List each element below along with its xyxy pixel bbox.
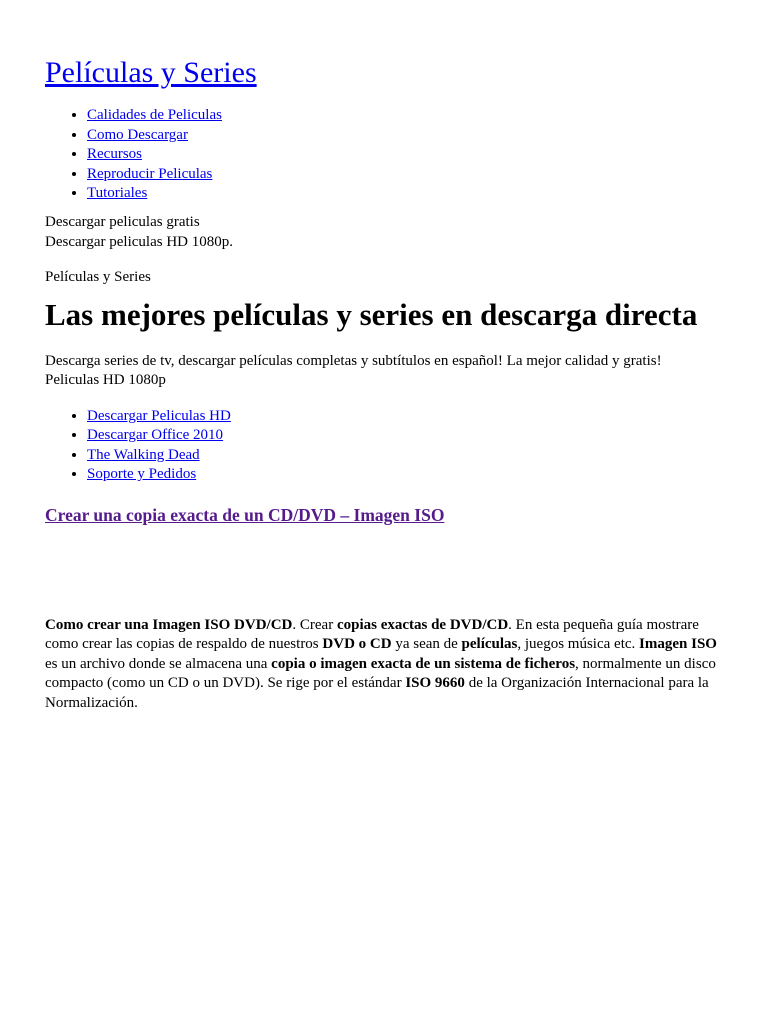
post-body-bold: películas [461, 636, 518, 652]
post-body-text: es un archivo donde se almacena una [45, 655, 272, 672]
post-body-bold: DVD o CD [322, 636, 392, 652]
nav-item-calidades [87, 106, 723, 126]
featured-links [45, 407, 723, 485]
intro-text [45, 352, 723, 390]
page-headline: Las mejores películas y series en descarga directa [45, 296, 698, 332]
description-line-2: Descargar peliculas HD 1080p. [45, 233, 233, 250]
intro-line-2: Peliculas HD 1080p [45, 371, 166, 388]
post-body [45, 616, 723, 714]
post-body-bold: Como crear una Imagen ISO DVD/CD [45, 616, 293, 633]
nav-item-como-descargar [87, 126, 723, 146]
post-title [45, 503, 723, 527]
nav-item-tutoriales [87, 184, 723, 204]
featured-link-peliculas-hd[interactable]: Descargar Peliculas HD [87, 407, 231, 424]
post-body-text: . En esta pequeña guía mostrare como crear las copias de respaldo de nuestros [45, 616, 699, 652]
post-body-text: . Crear [292, 616, 337, 633]
description-line-1: Descargar peliculas gratis [45, 213, 200, 230]
site-title-link[interactable]: Películas y Series [45, 56, 257, 89]
nav-link-recursos[interactable]: Recursos [87, 146, 142, 162]
nav-link-tutoriales[interactable]: Tutoriales [87, 185, 148, 201]
featured-link-soporte[interactable]: Soporte y Pedidos [87, 466, 197, 482]
featured-item-walking-dead [87, 446, 723, 466]
post-title-link[interactable]: Crear una copia exacta de un CD/DVD – Imagen ISO [45, 504, 445, 525]
intro-line-1: Descarga series de tv, descargar películas completas y subtítulos en español! La mejor calidad y gratis! [45, 352, 662, 369]
featured-link-office-2010[interactable]: Descargar Office 2010 [87, 427, 224, 443]
featured-item-office-2010 [87, 426, 723, 446]
post-body-text: ya sean de [391, 636, 462, 652]
featured-item-peliculas-hd [87, 407, 723, 427]
post-image-placeholder [45, 527, 723, 616]
nav-link-calidades[interactable]: Calidades de Peliculas [87, 107, 222, 123]
nav-link-reproducir[interactable]: Reproducir Peliculas [87, 165, 213, 182]
nav-item-reproducir [87, 165, 723, 185]
nav-link-como-descargar[interactable]: Como Descargar [87, 126, 188, 143]
post-body-bold: copia o imagen exacta de un sistema de ficheros [271, 655, 576, 672]
breadcrumb: Películas y Series [45, 268, 151, 285]
post-body-text: , normalmente un disco compacto (como un CD o un DVD). Se rige por el estándar [45, 655, 716, 691]
post-body-bold: ISO 9660 [405, 675, 465, 691]
nav-item-recursos [87, 145, 723, 165]
post-body-text: , juegos música etc. [517, 636, 640, 652]
post-body-text: de la Organización Internacional para la Normalización. [45, 675, 709, 711]
featured-link-walking-dead[interactable]: The Walking Dead [87, 446, 200, 463]
featured-item-soporte [87, 465, 723, 485]
main-navigation [45, 106, 723, 204]
post-body-bold: copias exactas de DVD/CD [336, 616, 509, 633]
site-description [45, 212, 723, 252]
post-body-bold: Imagen ISO [639, 636, 717, 652]
site-header [45, 0, 723, 93]
